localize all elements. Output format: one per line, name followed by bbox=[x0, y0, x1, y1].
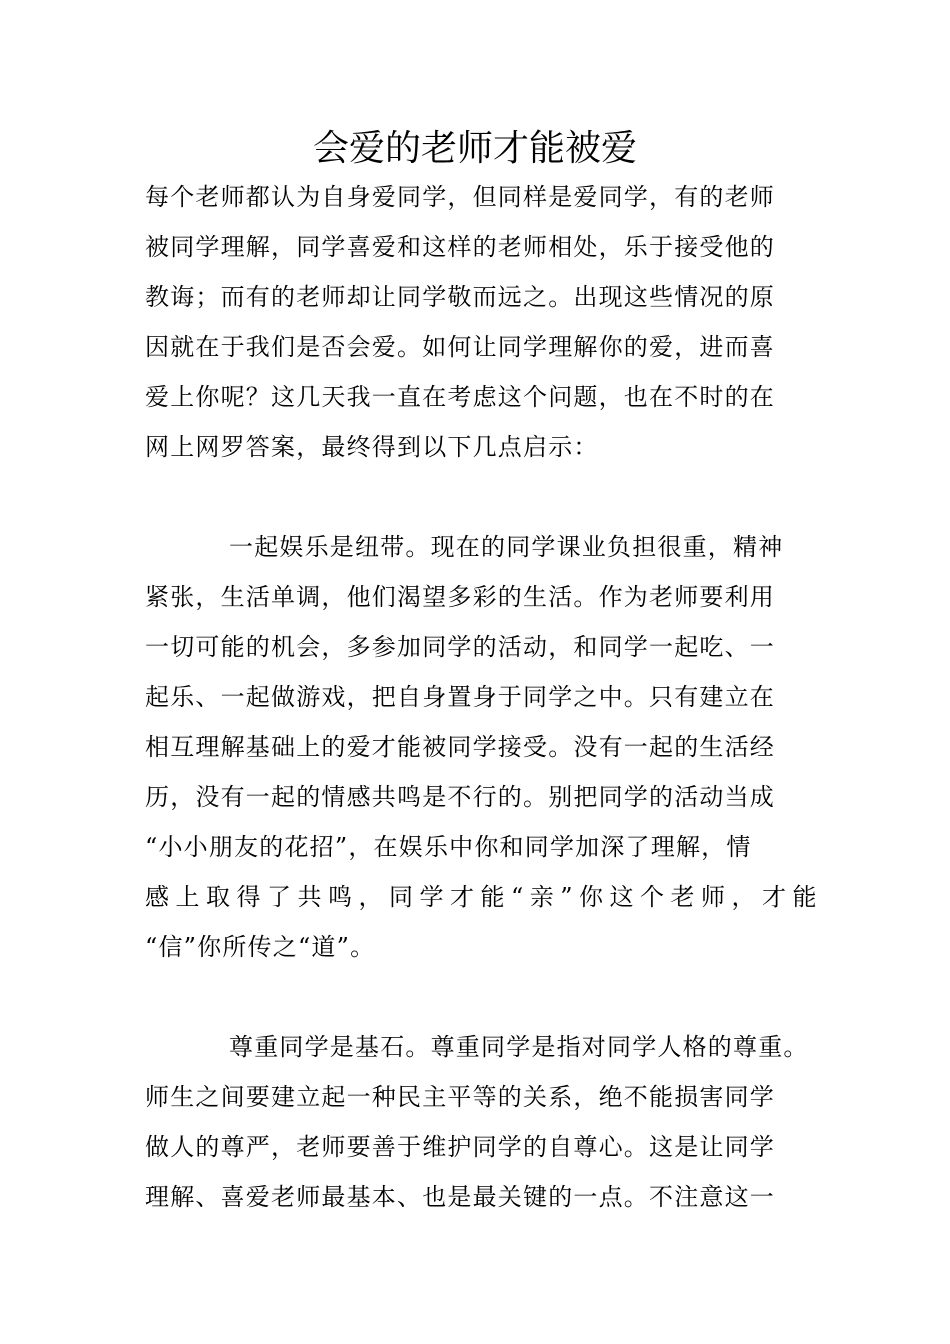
paragraph-2-line-4: 起乐、一起做游戏，把自身置身于同学之中。只有建立在 bbox=[145, 683, 775, 711]
paragraph-1-line-2: 被同学理解，同学喜爱和这样的老师相处，乐于接受他的 bbox=[145, 233, 775, 261]
paragraph-3-line-3: 做人的尊严，老师要善于维护同学的自尊心。这是让同学 bbox=[145, 1133, 775, 1161]
document-title: 会爱的老师才能被爱 bbox=[312, 128, 637, 169]
paragraph-1-line-3: 教诲；而有的老师却让同学敬而远之。出现这些情况的原 bbox=[145, 283, 775, 311]
paragraph-3-line-1: 尊重同学是基石。尊重同学是指对同学人格的尊重。 bbox=[229, 1033, 809, 1061]
paragraph-1-line-5: 爱上你呢？这几天我一直在考虑这个问题，也在不时的在 bbox=[145, 383, 775, 411]
paragraph-3-line-4: 理解、喜爱老师最基本、也是最关键的一点。不注意这一 bbox=[145, 1183, 775, 1211]
paragraph-1-line-1: 每个老师都认为自身爱同学，但同样是爱同学，有的老师 bbox=[145, 183, 775, 211]
paragraph-2-line-5: 相互理解基础上的爱才能被同学接受。没有一起的生活经 bbox=[145, 733, 775, 761]
paragraph-1-line-6: 网上网罗答案，最终得到以下几点启示： bbox=[145, 433, 599, 461]
paragraph-2-line-3: 一切可能的机会，多参加同学的活动，和同学一起吃、一 bbox=[145, 633, 775, 661]
paragraph-2-line-6: 历，没有一起的情感共鸣是不行的。别把同学的活动当成 bbox=[145, 783, 775, 811]
paragraph-2-line-7: “小小朋友的花招”，在娱乐中你和同学加深了理解，情 bbox=[145, 833, 752, 861]
paragraph-2-line-1: 一起娱乐是纽带。现在的同学课业负担很重，精神 bbox=[229, 533, 784, 561]
paragraph-2-line-8: 感上取得了共鸣，同学才能“亲”你这个老师，才能 bbox=[145, 883, 824, 911]
paragraph-1-line-4: 因就在于我们是否会爱。如何让同学理解你的爱，进而喜 bbox=[145, 333, 775, 361]
paragraph-2-line-2: 紧张，生活单调，他们渴望多彩的生活。作为老师要利用 bbox=[145, 583, 775, 611]
paragraph-3-line-2: 师生之间要建立起一种民主平等的关系，绝不能损害同学 bbox=[145, 1083, 775, 1111]
paragraph-2-line-9: “信”你所传之“道”。 bbox=[145, 933, 376, 961]
